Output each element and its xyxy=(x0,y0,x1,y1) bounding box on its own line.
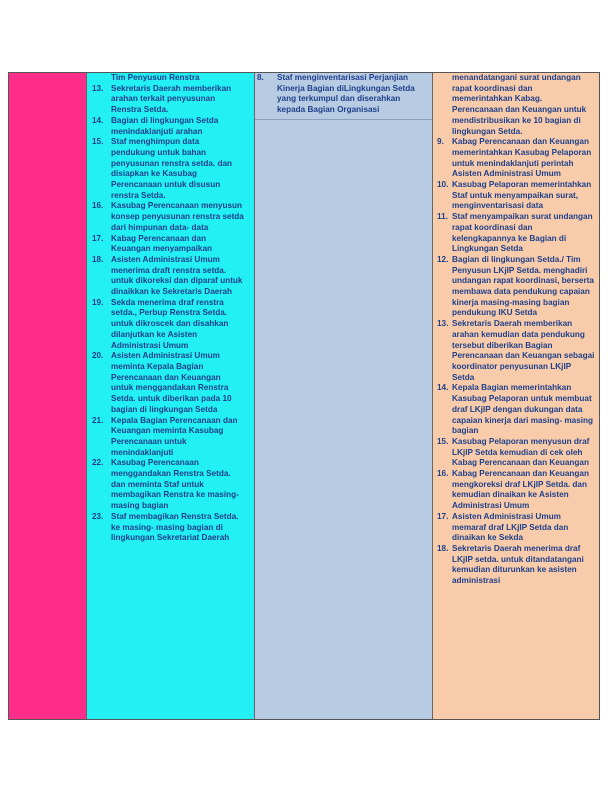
step-number: 14. xyxy=(437,383,449,393)
lkjip-lead xyxy=(433,73,599,137)
step-text: Kepala Bagian memerintahkan Kasubag Pelaporan untuk membuat draf LKjIP dengan dukungan data capaian kinerja dari masing- masing bagian xyxy=(452,383,594,436)
step-number: 21. xyxy=(92,415,104,425)
step-number: 9. xyxy=(437,137,444,147)
list-item xyxy=(433,255,599,319)
lead-text: menandatangani surat undangan rapat koordinasi dan memerintahkan Kabag. Perencanaan dan Keuangan untuk mendistribusikan ke 10 bagian di lingkungan Setda. xyxy=(452,73,587,136)
step-number: 16. xyxy=(437,469,449,479)
step-text: Kabag Perencanaan dan Keuangan mengkoreksi draf LKjIP Setda. dan kemudian dinaikan ke Asisten Administrasi Umum xyxy=(452,469,589,511)
step-number: 11. xyxy=(437,212,448,222)
list-item xyxy=(87,416,254,459)
step-text: Staf membagikan Renstra Setda. ke masing- masing bagian di lingkungan Sekretariat Daerah xyxy=(111,511,239,543)
step-text: Sekretaris Daerah menerima draf LKjIP setda. untuk ditandatangani kemudian diturunkan ke asisten administrasi xyxy=(452,543,584,586)
step-number: 18. xyxy=(92,254,104,264)
perjanjian-kinerja-cell xyxy=(255,73,432,120)
step-text: Asisten Administrasi Umum meminta Kepala Bagian Perencanaan dan Keuangan untuk menggandakan Renstra Setda. untuk diberikan pada 10 bagian di lingkungan Setda xyxy=(111,351,232,414)
list-item xyxy=(87,73,254,84)
list-item xyxy=(87,255,254,298)
lead-text: Tim Penyusun Renstra xyxy=(111,73,200,82)
column-renstra xyxy=(87,73,255,719)
step-number: 23. xyxy=(92,511,104,521)
step-text: Sekda menerima draf renstra setda., Perbup Renstra Setda. untuk dikroscek dan disahkan dilanjutkan ke Asisten Administrasi Umum xyxy=(111,297,229,350)
step-number: 10. xyxy=(437,180,449,190)
step-text: Kasubag Perencanaan menyusun konsep penyusunan renstra setda dari himpunan data- data xyxy=(111,201,244,232)
list-item xyxy=(87,84,254,116)
list-item xyxy=(433,437,599,469)
column-lkjip xyxy=(433,73,599,719)
step-number: 15. xyxy=(437,436,449,446)
step-text: Kasubag Pelaporan memerintahkan Staf untuk menyampaikan surat, menginventarisasi data xyxy=(452,180,592,211)
list-item xyxy=(433,512,599,544)
list-item xyxy=(87,116,254,137)
renstra-step-list xyxy=(87,73,254,84)
step-number: 18. xyxy=(437,543,449,553)
list-item xyxy=(433,383,599,437)
list-item xyxy=(87,351,254,415)
list-item xyxy=(87,458,254,512)
list-item xyxy=(87,512,254,544)
step-text: Sekretaris Daerah memberikan arahan terkait penyusunan Renstra Setda. xyxy=(111,83,232,115)
list-item xyxy=(433,544,599,587)
step-number: 14. xyxy=(92,115,104,125)
step-text: Sekretaris Daerah memberikan arahan kemudian data pendukung tersebut diberikan Bagian Perencanaan dan Keuangan sebagai koordinator penyusunan LKjIP Setda xyxy=(452,319,595,382)
step-number: 8. xyxy=(257,73,264,82)
step-text: Staf menyampaikan surat undangan rapat koordinasi dan kelengkapannya ke Bagian di Lingkungan Setda xyxy=(452,212,593,254)
list-item xyxy=(87,234,254,255)
list-item xyxy=(433,180,599,212)
step-number: 13. xyxy=(92,83,104,93)
column-perjanjian-kinerja xyxy=(255,73,433,719)
step-text: Kabag Perencanaan dan Keuangan menyampaikan xyxy=(111,233,213,254)
step-text: Kabag Perencanaan dan Keuangan memerintahkan Kasubag Pelaporan untuk menindaklanjuti perintah Asisten Administrasi Umum xyxy=(452,137,592,179)
column-actor xyxy=(9,73,87,719)
step-text: Staf menghimpun data pendukung untuk bahan penyusunan renstra setda. dan disiapkan ke Kasubag Perencanaan untuk disusun renstra Setda. xyxy=(111,137,233,200)
step-text: Bagian di lingkungan Setda menindaklanjuti arahan xyxy=(111,115,219,136)
step-text: Asisten Administrasi Umum memaraf draf LKjIP Setda dan dinaikan ke Sekda xyxy=(452,511,569,543)
step-number: 19. xyxy=(92,297,104,307)
step-text: Asisten Administrasi Umum menerima draft renstra setda. untuk dikoreksi dan diparaf untuk dinaikkan ke Sekretaris Daerah xyxy=(111,254,243,297)
step-number: 15. xyxy=(92,137,104,147)
perjanjian-kinerja-steps xyxy=(255,73,432,116)
step-number: 12. xyxy=(437,254,449,264)
step-number: 22. xyxy=(92,458,104,468)
step-number: 16. xyxy=(92,201,104,211)
step-number: 20. xyxy=(92,351,104,361)
list-item xyxy=(87,137,254,201)
list-item xyxy=(87,298,254,352)
step-number: 13. xyxy=(437,319,449,329)
step-text: Staf menginventarisasi Perjanjian Kinerja Bagian diLingkungan Setda yang terkumpul dan diserahkan kepada Bagian Organisasi xyxy=(277,73,415,115)
step-text: Kepala Bagian Perencanaan dan Keuangan meminta Kasubag Perencanaan untuk menindaklanjuti xyxy=(111,415,238,457)
step-number: 17. xyxy=(437,511,449,521)
step-text: Kasubag Perencanaan menggandakan Renstra Setda. dan meminta Staf untuk membagikan Renstra ke masing-masing bagian xyxy=(111,458,239,511)
renstra-steps xyxy=(87,84,254,544)
list-item xyxy=(255,73,432,116)
step-text: Bagian di lingkungan Setda./ Tim Penyusun LKjIP Setda. menghadiri undangan rapat koordinasi, berserta membawa data pendukung capaian kinerja masing-masing bagian pendukung IKU Setda xyxy=(452,254,594,318)
step-text: Kasubag Pelaporan menyusun draf LKjIP Setda kemudian di cek oleh Kabag Perencanaan dan Keuangan xyxy=(452,436,590,468)
list-item xyxy=(433,212,599,255)
list-item xyxy=(433,73,599,137)
list-item xyxy=(87,201,254,233)
list-item xyxy=(433,319,599,383)
list-item xyxy=(433,137,599,180)
list-item xyxy=(433,469,599,512)
step-number: 17. xyxy=(92,233,104,243)
lkjip-steps xyxy=(433,137,599,587)
process-table xyxy=(8,72,600,720)
